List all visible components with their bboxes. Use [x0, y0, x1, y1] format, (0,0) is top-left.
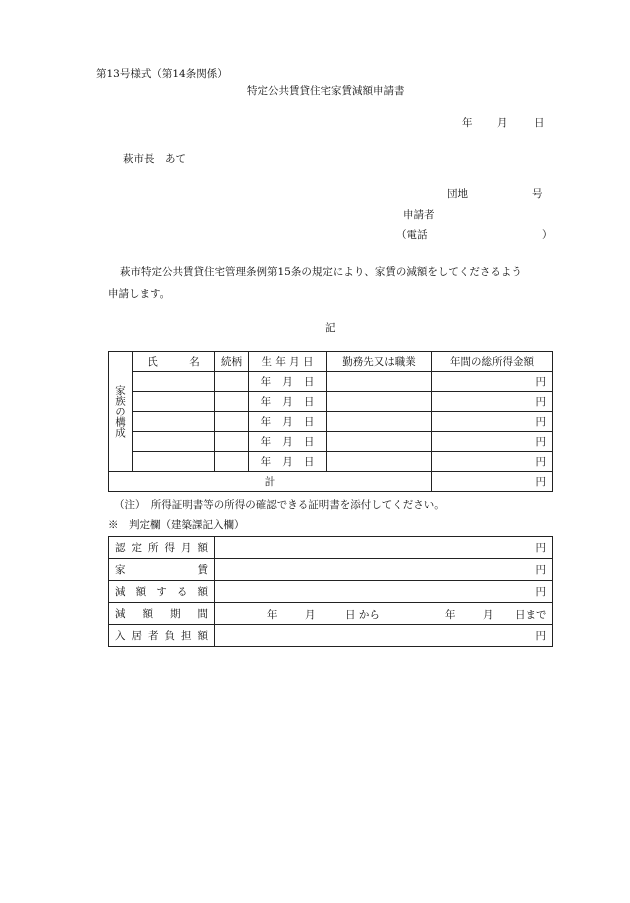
- total-row: [109, 472, 553, 492]
- table-row: [109, 432, 553, 452]
- judgment-heading: ※ 判定欄（建築課記入欄）: [108, 519, 245, 531]
- yen-unit: 円: [535, 564, 546, 576]
- label-reduction-period: 減額期間: [109, 603, 215, 625]
- yen-unit: 円: [535, 396, 546, 408]
- yen-unit: 円: [535, 416, 546, 428]
- date-month-unit: 月: [282, 436, 293, 448]
- relation-cell[interactable]: [215, 412, 249, 432]
- table-row: [109, 603, 553, 625]
- yen-unit: 円: [535, 586, 546, 598]
- table-row: [109, 537, 553, 559]
- occupation-cell[interactable]: [327, 452, 432, 472]
- table-row: [109, 372, 553, 392]
- note-text: （注） 所得証明書等の所得の確認できる証明書を添付してください。: [114, 499, 445, 511]
- date-year-unit: 年: [260, 416, 272, 428]
- table-row: [109, 581, 553, 603]
- header-relation: 続柄: [215, 352, 249, 372]
- date-month-unit: 月: [282, 376, 293, 388]
- date-day-unit: 日: [303, 456, 315, 468]
- yen-unit: 円: [535, 436, 546, 448]
- rent-cell[interactable]: [215, 559, 553, 581]
- body-text-line1: 萩市特定公共賃貸住宅管理条例第15条の規定により、家賃の減額をしてくださるよう: [120, 266, 522, 278]
- period-from-year: 年: [267, 609, 278, 621]
- name-cell[interactable]: [133, 412, 215, 432]
- name-cell[interactable]: [133, 452, 215, 472]
- addressee: 萩市長 あて: [123, 153, 186, 165]
- occupation-cell[interactable]: [327, 392, 432, 412]
- reduction-period-cell[interactable]: [215, 603, 553, 625]
- date-month-unit: 月: [282, 456, 293, 468]
- header-birthdate: 生 年 月 日: [249, 352, 327, 372]
- birthdate-cell[interactable]: [249, 432, 327, 452]
- yen-unit: 円: [535, 630, 546, 642]
- header-annual-income: 年間の総所得金額: [432, 352, 553, 372]
- occupation-cell[interactable]: [327, 372, 432, 392]
- date-year-unit: 年: [260, 396, 272, 408]
- table-row: [109, 412, 553, 432]
- table-row: [109, 559, 553, 581]
- period-from-month: 月: [305, 609, 316, 621]
- period-from-day: 日 から: [345, 609, 380, 621]
- judgment-table: [108, 536, 553, 647]
- name-cell[interactable]: [133, 392, 215, 412]
- total-label: 計: [109, 472, 432, 492]
- date-day-unit: 日: [303, 416, 315, 428]
- relation-cell[interactable]: [215, 432, 249, 452]
- date-day-unit: 日: [303, 436, 315, 448]
- reduction-amount-cell[interactable]: [215, 581, 553, 603]
- yen-unit: 円: [535, 376, 546, 388]
- date-month-unit: 月: [282, 416, 293, 428]
- relation-cell[interactable]: [215, 372, 249, 392]
- label-rent: 家賃: [109, 559, 215, 581]
- applicant-phone-open: （電話: [396, 229, 428, 241]
- family-composition-table: [108, 351, 553, 492]
- yen-unit: 円: [535, 456, 546, 468]
- income-cell[interactable]: [432, 372, 553, 392]
- date-year-unit: 年: [260, 436, 272, 448]
- income-cell[interactable]: [432, 452, 553, 472]
- period-to-month: 月: [483, 609, 494, 621]
- header-occupation: 勤務先又は職業: [327, 352, 432, 372]
- date-year-unit: 年: [260, 456, 272, 468]
- table-header-row: [109, 352, 553, 372]
- relation-cell[interactable]: [215, 392, 249, 412]
- name-cell[interactable]: [133, 432, 215, 452]
- period-to-year: 年: [445, 609, 456, 621]
- family-side-label: 家族の構成: [109, 352, 133, 472]
- label-reduction-amount: 減額する額: [109, 581, 215, 603]
- period-to-day: 日まで: [515, 609, 547, 621]
- applicant-danchi-label: 団地: [447, 188, 468, 200]
- occupation-cell[interactable]: [327, 412, 432, 432]
- applicant-phone-close: ）: [542, 229, 553, 241]
- birthdate-cell[interactable]: [249, 392, 327, 412]
- applicant-go-label: 号: [532, 188, 543, 200]
- date-month-unit: 月: [282, 396, 293, 408]
- tenant-burden-cell[interactable]: [215, 625, 553, 647]
- document-title: 特定公共賃貸住宅家賃減額申請書: [247, 85, 405, 97]
- income-cell[interactable]: [432, 412, 553, 432]
- income-cell[interactable]: [432, 392, 553, 412]
- table-row: [109, 392, 553, 412]
- table-row: [109, 452, 553, 472]
- date-year-label: 年: [462, 117, 473, 129]
- table-row: [109, 625, 553, 647]
- form-number: 第13号様式（第14条関係）: [96, 68, 228, 80]
- birthdate-cell[interactable]: [249, 372, 327, 392]
- name-cell[interactable]: [133, 372, 215, 392]
- date-day-label: 日: [534, 117, 545, 129]
- date-day-unit: 日: [303, 396, 315, 408]
- date-month-label: 月: [497, 117, 508, 129]
- label-certified-monthly-income: 認定所得月額: [109, 537, 215, 559]
- relation-cell[interactable]: [215, 452, 249, 472]
- date-day-unit: 日: [303, 376, 315, 388]
- certified-monthly-income-cell[interactable]: [215, 537, 553, 559]
- applicant-label: 申請者: [403, 209, 435, 221]
- yen-unit: 円: [535, 476, 546, 488]
- yen-unit: 円: [535, 542, 546, 554]
- income-cell[interactable]: [432, 432, 553, 452]
- occupation-cell[interactable]: [327, 432, 432, 452]
- birthdate-cell[interactable]: [249, 452, 327, 472]
- label-tenant-burden: 入居者負担額: [109, 625, 215, 647]
- birthdate-cell[interactable]: [249, 412, 327, 432]
- ki-heading: 記: [325, 322, 336, 334]
- header-name: 氏 名: [133, 352, 215, 372]
- body-text-line2: 申請します。: [108, 288, 171, 300]
- total-income-cell[interactable]: [432, 472, 553, 492]
- date-year-unit: 年: [260, 376, 272, 388]
